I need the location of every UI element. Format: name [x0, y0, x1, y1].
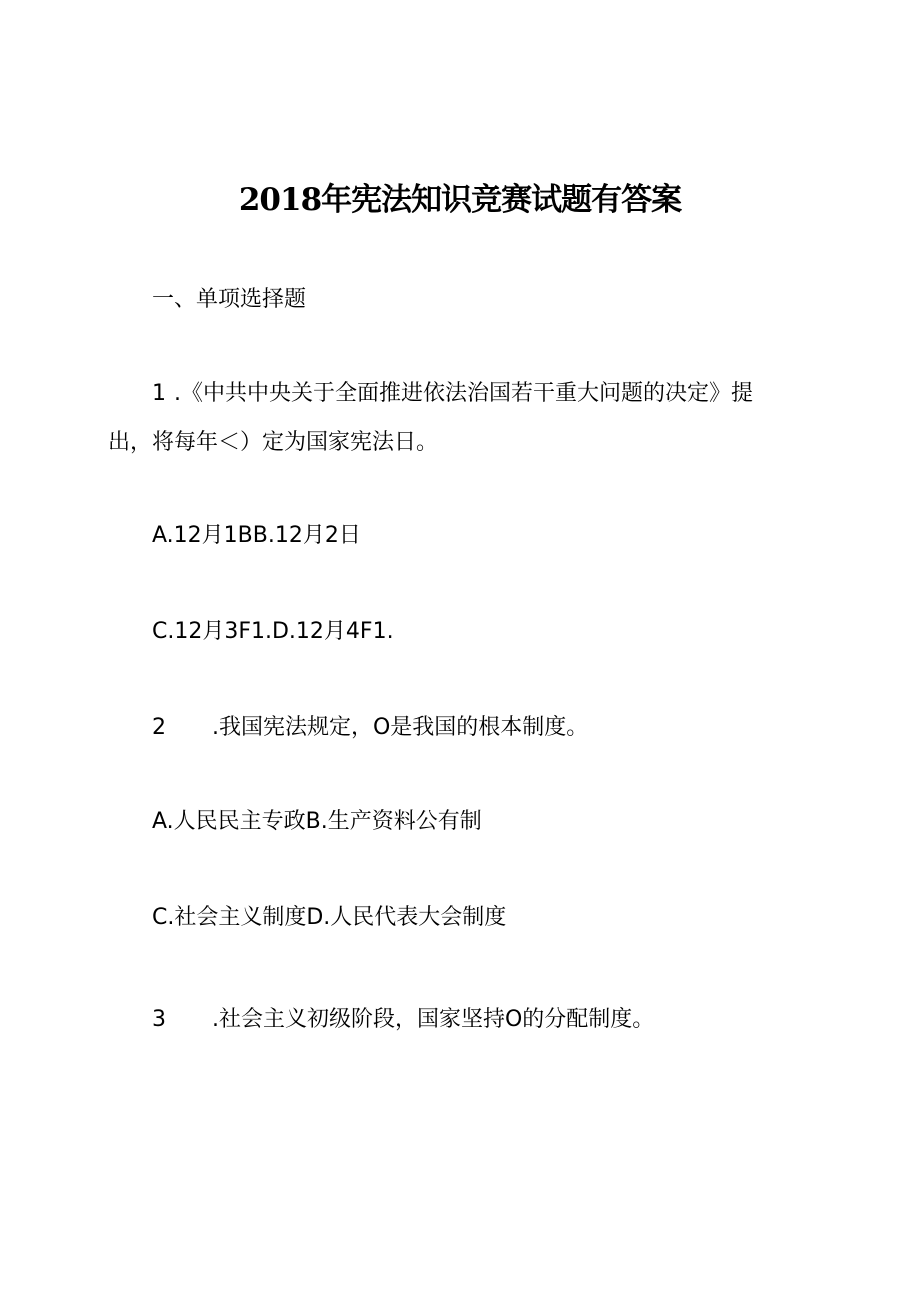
document-title: 2018年宪法知识竞赛试题有答案 — [238, 182, 682, 218]
question-1-number: 1 — [152, 381, 166, 406]
question-2-options-line-1: A.人民民主专政B.生产资料公有制 — [152, 809, 482, 834]
question-2-text-line-1: .我国宪法规定，O是我国的根本制度。 — [212, 715, 589, 740]
question-3-line-1 — [152, 1005, 654, 1035]
question-3-text-line-1: .社会主义初级阶段，国家坚持O的分配制度。 — [212, 1007, 655, 1032]
question-3-number: 3 — [152, 1007, 166, 1032]
question-2-options-line-2: C.社会主义制度D.人民代表大会制度 — [152, 905, 507, 930]
question-2-number: 2 — [152, 715, 166, 740]
section-heading: 一、单项选择题 — [152, 287, 307, 312]
question-2-line-1 — [152, 713, 588, 743]
question-1-text-line-1: .《中共中央关于全面推进依法治国若干重大问题的决定》提 — [174, 381, 753, 406]
question-1-options-line-2: C.12月3F1.D.12月4F1. — [152, 619, 394, 644]
question-1-options-line-1: A.12月1BB.12月2日 — [152, 523, 361, 548]
question-1-line-1 — [152, 379, 753, 409]
question-1-text-line-2: 出，将每年＜）定为国家宪法日。 — [108, 430, 439, 455]
